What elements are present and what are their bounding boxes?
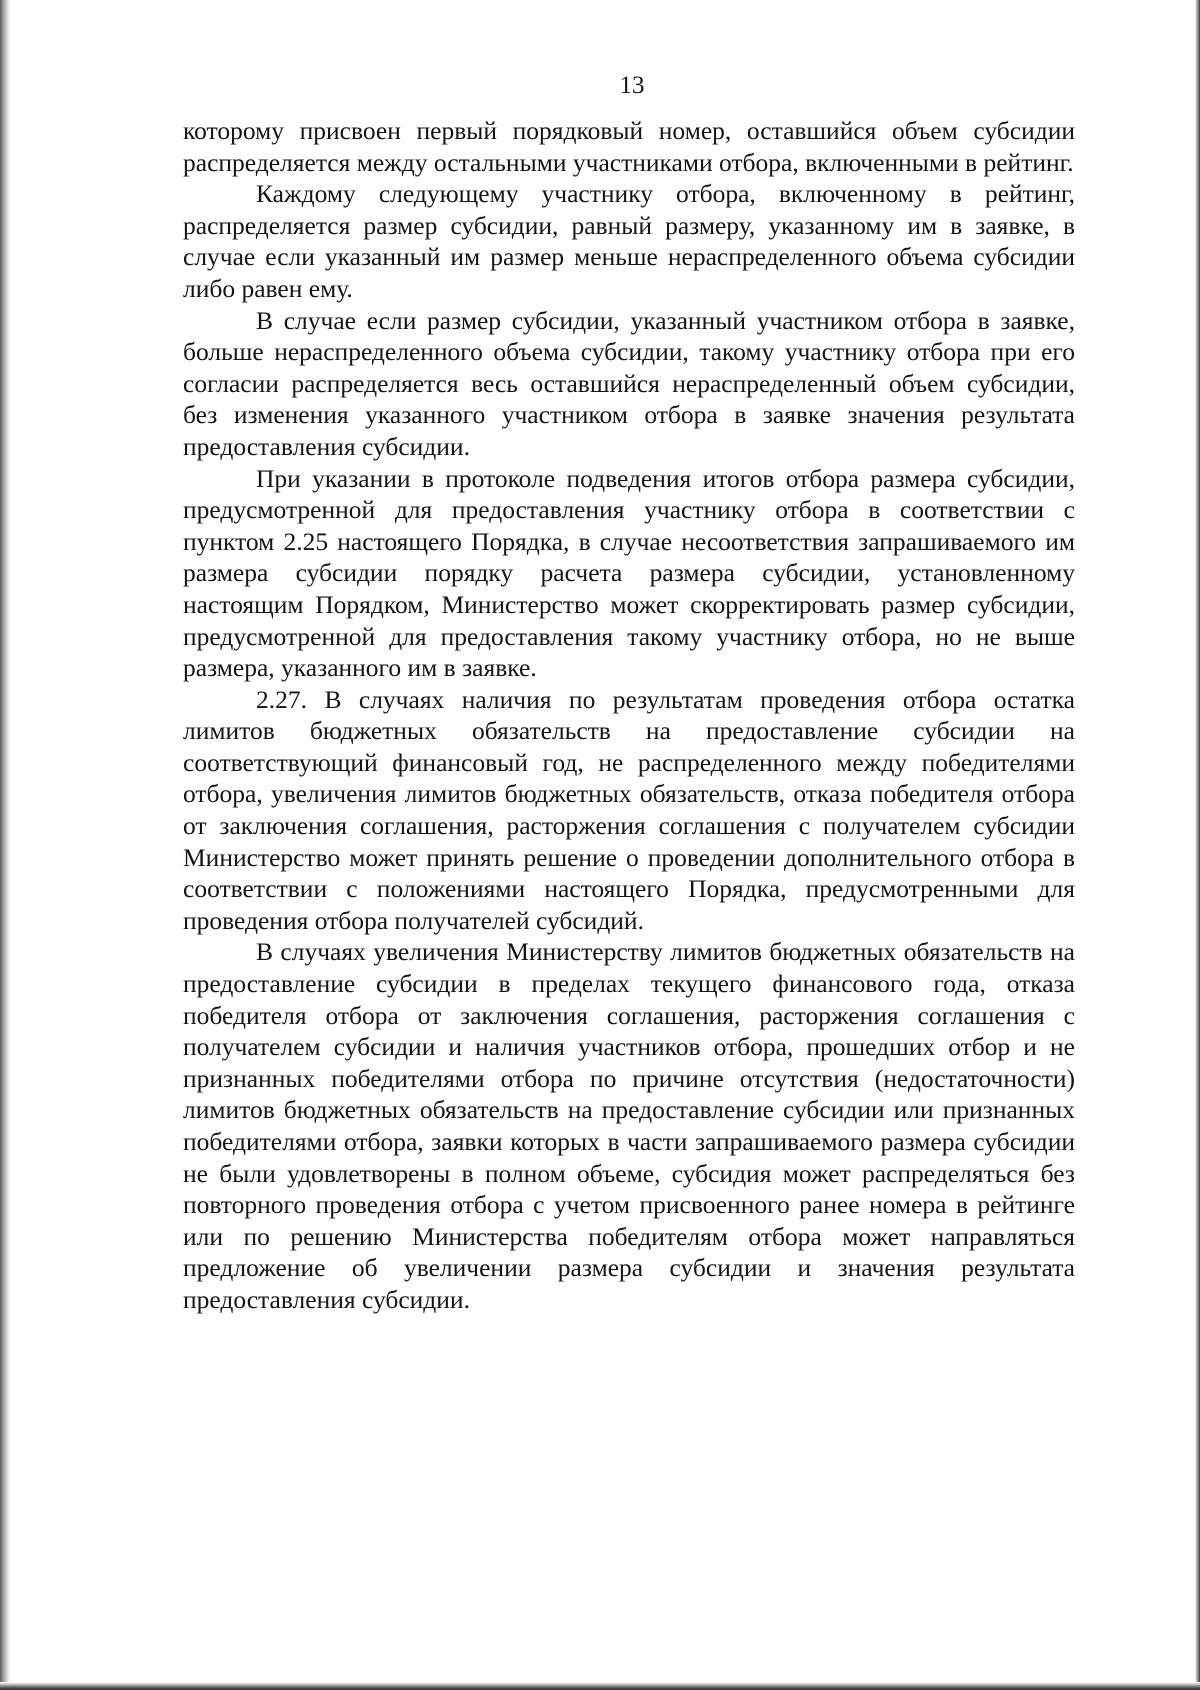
- paragraph-6: В случаях увеличения Министерству лимитов бюджетных обязательств на предоставление субсидии в пределах текущего финансового года, отказа победителя отбора от заключения соглашения, расторжения соглашения с получателем субсидии и наличия участников отбора, прошедших отбор и не признанных победителями отбора по причине отсутствия (недостаточности) лимитов бюджетных обязательств на предоставление субсидии или признанных победителями отбора, заявки которых в части запрашиваемого размера субсидии не были удовлетворены в полном объеме, субсидия может распределяться без повторного проведения отбора с учетом присвоенного ранее номера в рейтинге или по решению Министерства победителям отбора может направляться предложение об увеличении размера субсидии и значения результата предоставления субсидии.: [183, 937, 1075, 1314]
- paragraph-2: Каждому следующему участнику отбора, включенному в рейтинг, распределяется размер субсидии, равный размеру, указанному им в заявке, в случае если указанный им размер меньше нераспределенного объема субсидии либо равен ему.: [183, 179, 1075, 303]
- document-body: [183, 115, 1075, 1316]
- page-number: 13: [619, 72, 645, 99]
- scan-edge-left: [0, 0, 10, 1690]
- paragraph-1: которому присвоен первый порядковый номер, оставшийся объем субсидии распределяется между остальными участниками отбора, включенными в рейтинг.: [183, 116, 1075, 177]
- scan-edge-bottom: [0, 1682, 1200, 1690]
- scan-edge-right: [1195, 0, 1200, 1690]
- paragraph-4: При указании в протоколе подведения итогов отбора размера субсидии, предусмотренной для предоставления участнику отбора в соответствии с пунктом 2.25 настоящего Порядка, в случае несоответствия запрашиваемого им размера субсидии порядку расчета размера субсидии, установленному настоящим Порядком, Министерство может скорректировать размер субсидии, предусмотренной для предоставления такому участнику отбора, но не выше размера, указанного им в заявке.: [183, 463, 1075, 683]
- paragraph-5: 2.27. В случаях наличия по результатам проведения отбора остатка лимитов бюджетных обязательств на предоставление субсидии на соответствующий финансовый год, не распределенного между победителями отбора, увеличения лимитов бюджетных обязательств, отказа победителя отбора от заключения соглашения, расторжения соглашения с получателем субсидии Министерство может принять решение о проведении дополнительного отбора в соответствии с положениями настоящего Порядка, предусмотренными для проведения отбора получателей субсидий.: [183, 684, 1075, 935]
- paragraph-3: В случае если размер субсидии, указанный участником отбора в заявке, больше нераспределенного объема субсидии, такому участнику отбора при его согласии распределяется весь оставшийся нераспределенный объем субсидии, без изменения указанного участником отбора в заявке значения результата предоставления субсидии.: [183, 305, 1075, 461]
